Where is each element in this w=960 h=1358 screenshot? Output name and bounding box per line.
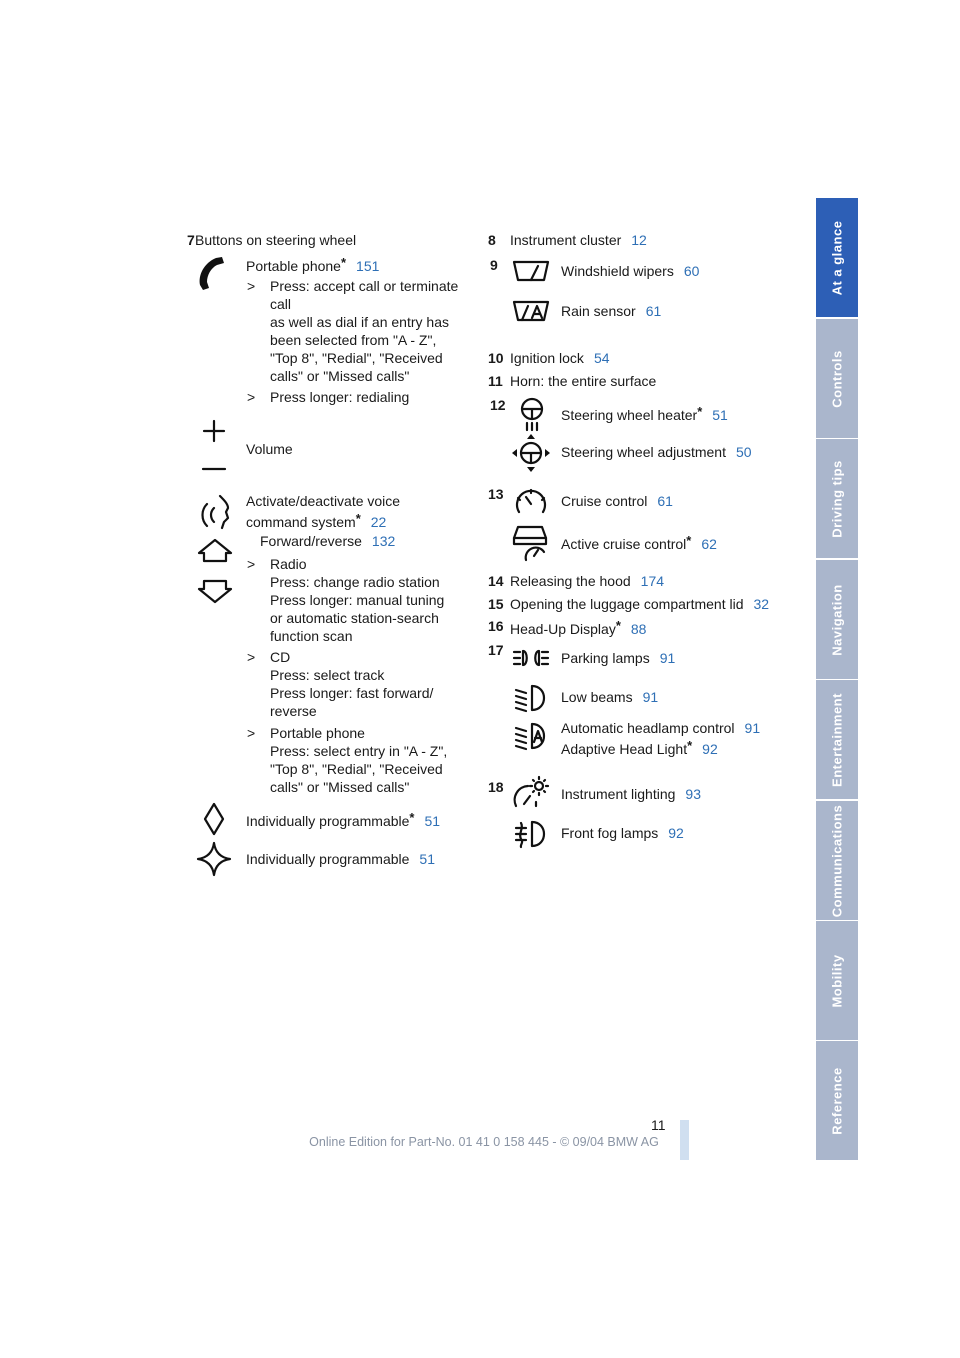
tab-reference[interactable]: Reference <box>816 1041 858 1160</box>
releasing-hood-page-link[interactable]: 174 <box>640 573 665 589</box>
releasing-hood-label: Releasing the hood 174 <box>510 573 665 589</box>
head-up-display-label: Head-Up Display* 88 <box>510 618 647 637</box>
forward-reverse-page-link[interactable]: 132 <box>371 533 396 549</box>
tab-driving-tips[interactable]: Driving tips <box>816 439 858 558</box>
front-fog-lamps-page-link[interactable]: 92 <box>668 825 684 841</box>
rain-sensor-page-link[interactable]: 61 <box>645 303 662 319</box>
steering-wheel-heater-icon <box>518 397 546 431</box>
page-number: 11 <box>651 1117 666 1133</box>
item-13-number: 13 <box>488 486 504 502</box>
active-cruise-control-icon <box>512 522 550 562</box>
luggage-compartment-page-link[interactable]: 32 <box>753 596 770 612</box>
windshield-wipers-page-link[interactable]: 60 <box>683 263 700 279</box>
windshield-wipers-icon <box>512 258 550 284</box>
voice-command-icon <box>198 494 234 530</box>
item-15-number: 15 <box>488 596 504 612</box>
tab-communications[interactable]: Communications <box>816 801 858 920</box>
item-17-number: 17 <box>488 642 504 658</box>
bullet-marker: > <box>247 556 256 572</box>
instrument-lighting-page-link[interactable]: 93 <box>685 786 701 802</box>
tab-controls[interactable]: Controls <box>816 319 858 438</box>
volume-label: Volume <box>246 441 293 457</box>
tab-navigation[interactable]: Navigation <box>816 560 858 679</box>
automatic-headlamp-icon <box>514 722 548 752</box>
steering-wheel-heater-label: Steering wheel heater* 51 <box>561 404 728 423</box>
low-beams-icon <box>514 684 548 712</box>
luggage-compartment-label: Opening the luggage compartment lid 32 <box>510 596 770 612</box>
forward-reverse-label: Forward/reverse 132 <box>260 533 396 549</box>
instrument-cluster-page-link[interactable]: 12 <box>631 232 647 248</box>
tab-mobility[interactable]: Mobility <box>816 921 858 1040</box>
windshield-wipers-label: Windshield wipers 60 <box>561 263 700 279</box>
voice-page-link[interactable]: 22 <box>370 514 387 530</box>
bullet-marker: > <box>247 389 256 405</box>
automatic-headlamp-page-link[interactable]: 91 <box>744 720 761 736</box>
steering-wheel-adjustment-icon <box>512 434 550 472</box>
steering-wheel-heater-page-link[interactable]: 51 <box>712 407 728 423</box>
automatic-headlamp-label: Automatic headlamp control 91 <box>561 720 761 736</box>
instrument-lighting-icon <box>512 776 550 810</box>
programmable-2-page-link[interactable]: 51 <box>419 851 435 867</box>
steering-wheel-adjustment-page-link[interactable]: 50 <box>736 444 752 460</box>
radio-bullet: Radio Press: change radio station Press longer: manual tuning or automatic station-search function scan <box>270 556 445 644</box>
cd-bullet: CD Press: select track Press longer: fast forward/ reverse <box>270 649 434 719</box>
footer-text: Online Edition for Part-No. 01 41 0 158 445 - © 09/04 BMW AG <box>309 1135 659 1149</box>
instrument-cluster-label: Instrument cluster 12 <box>510 232 647 248</box>
cruise-control-page-link[interactable]: 61 <box>657 493 673 509</box>
parking-lamps-icon <box>512 648 550 668</box>
diamond-button-icon <box>203 802 225 836</box>
volume-plus-minus-icon <box>202 419 226 475</box>
portable-phone-label: Portable phone* 151 <box>246 255 380 274</box>
head-up-display-page-link[interactable]: 88 <box>630 621 647 637</box>
voice-label-line1: Activate/deactivate voice <box>246 493 401 509</box>
item-8-number: 8 <box>488 232 496 248</box>
item-11-number: 11 <box>488 373 503 389</box>
front-fog-lamps-label: Front fog lamps 92 <box>561 825 684 841</box>
instrument-lighting-label: Instrument lighting 93 <box>561 786 701 802</box>
bullet-marker: > <box>247 278 256 294</box>
item-16-number: 16 <box>488 618 504 634</box>
portable-phone-bullet: Portable phone Press: select entry in "A - Z", "Top 8", "Redial", "Received calls" or "Missed calls" <box>270 725 448 795</box>
ignition-lock-label: Ignition lock 54 <box>510 350 610 366</box>
item-18-number: 18 <box>488 779 504 795</box>
item-14-number: 14 <box>488 573 504 589</box>
active-cruise-control-label: Active cruise control* 62 <box>561 533 717 552</box>
ignition-lock-page-link[interactable]: 54 <box>593 350 610 366</box>
programmable-2-label: Individually programmable 51 <box>246 851 435 867</box>
item-9-number: 9 <box>490 257 498 273</box>
cruise-control-icon <box>514 488 548 516</box>
item-10-number: 10 <box>488 350 504 366</box>
star-button-icon <box>196 841 232 877</box>
front-fog-lamps-icon <box>514 820 548 848</box>
adaptive-head-light-label: Adaptive Head Light* 92 <box>561 738 718 757</box>
active-cruise-control-page-link[interactable]: 62 <box>701 536 717 552</box>
parking-lamps-page-link[interactable]: 91 <box>659 650 676 666</box>
adaptive-head-light-page-link[interactable]: 92 <box>702 741 718 757</box>
bullet-marker: > <box>247 725 256 741</box>
phone-bullet-1: Press: accept call or terminate call as well as dial if an entry has been selected from "A - Z", "Top 8", "Redial", "Received calls" or "Missed calls" <box>270 278 459 384</box>
phone-bullet-2: Press longer: redialing <box>270 389 410 405</box>
item-7-title: Buttons on steering wheel <box>195 232 357 248</box>
horn-label: Horn: the entire surface <box>510 373 657 389</box>
cruise-control-label: Cruise control 61 <box>561 493 673 509</box>
item-7-number: 7 <box>187 232 195 248</box>
phone-icon <box>196 255 232 291</box>
rain-sensor-icon <box>512 298 550 324</box>
tab-at-a-glance[interactable]: At a glance <box>816 198 858 317</box>
forward-reverse-arrows-icon <box>197 537 233 605</box>
programmable-1-label: Individually programmable* 51 <box>246 810 441 829</box>
parking-lamps-label: Parking lamps 91 <box>561 650 676 666</box>
bullet-marker: > <box>247 649 256 665</box>
programmable-1-page-link[interactable]: 51 <box>424 813 441 829</box>
rain-sensor-label: Rain sensor 61 <box>561 303 662 319</box>
portable-phone-page-link[interactable]: 151 <box>356 258 380 274</box>
low-beams-page-link[interactable]: 91 <box>642 689 659 705</box>
chapter-tabs <box>816 198 858 1160</box>
low-beams-label: Low beams 91 <box>561 689 659 705</box>
item-12-number: 12 <box>490 397 506 413</box>
tab-entertainment[interactable]: Entertainment <box>816 680 858 799</box>
voice-label-line2: command system* 22 <box>246 511 387 530</box>
steering-wheel-adjustment-label: Steering wheel adjustment 50 <box>561 444 752 460</box>
